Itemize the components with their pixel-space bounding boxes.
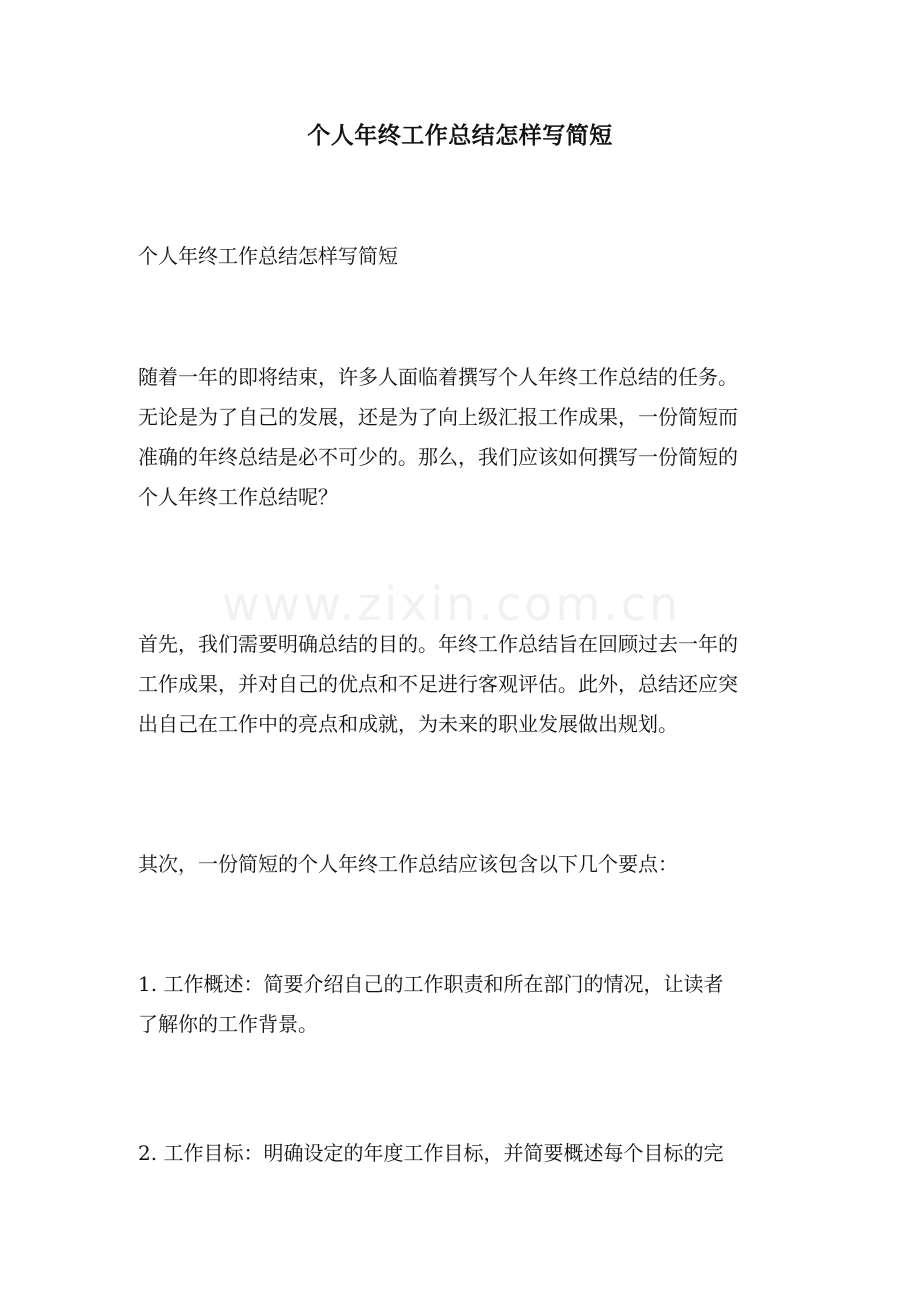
paragraph-line: 2. 工作目标：明确设定的年度工作目标，并简要概述每个目标的完 bbox=[138, 1141, 724, 1165]
subtitle-line: 个人年终工作总结怎样写简短 bbox=[138, 244, 398, 268]
paragraph-purpose bbox=[138, 624, 798, 744]
list-item-work-overview bbox=[138, 964, 798, 1044]
paragraph-line: 个人年终工作总结呢？ bbox=[138, 485, 338, 509]
paragraph-line: 准确的年终总结是必不可少的。那么，我们应该如何撰写一份简短的 bbox=[138, 445, 738, 469]
paragraph-line: 首先，我们需要明确总结的目的。年终工作总结旨在回顾过去一年的 bbox=[138, 632, 738, 656]
watermark: www.zixin.com.cn bbox=[222, 577, 682, 631]
document-subtitle bbox=[138, 236, 798, 276]
paragraph-line: 其次，一份简短的个人年终工作总结应该包含以下几个要点： bbox=[138, 852, 678, 876]
paragraph-line: 1. 工作概述：简要介绍自己的工作职责和所在部门的情况，让读者 bbox=[138, 972, 724, 996]
paragraph-intro bbox=[138, 357, 798, 517]
document-title: 个人年终工作总结怎样写简短 bbox=[307, 122, 613, 149]
paragraph-line: 了解你的工作背景。 bbox=[138, 1012, 318, 1036]
paragraph-line: 无论是为了自己的发展，还是为了向上级汇报工作成果，一份简短而 bbox=[138, 405, 738, 429]
paragraph-line: 随着一年的即将结束，许多人面临着撰写个人年终工作总结的任务。 bbox=[138, 365, 738, 389]
paragraph-line: 出自己在工作中的亮点和成就，为未来的职业发展做出规划。 bbox=[138, 712, 678, 736]
paragraph-line: 工作成果，并对自己的优点和不足进行客观评估。此外，总结还应突 bbox=[138, 672, 738, 696]
list-item-work-goals bbox=[138, 1133, 798, 1173]
paragraph-key-points bbox=[138, 844, 798, 884]
